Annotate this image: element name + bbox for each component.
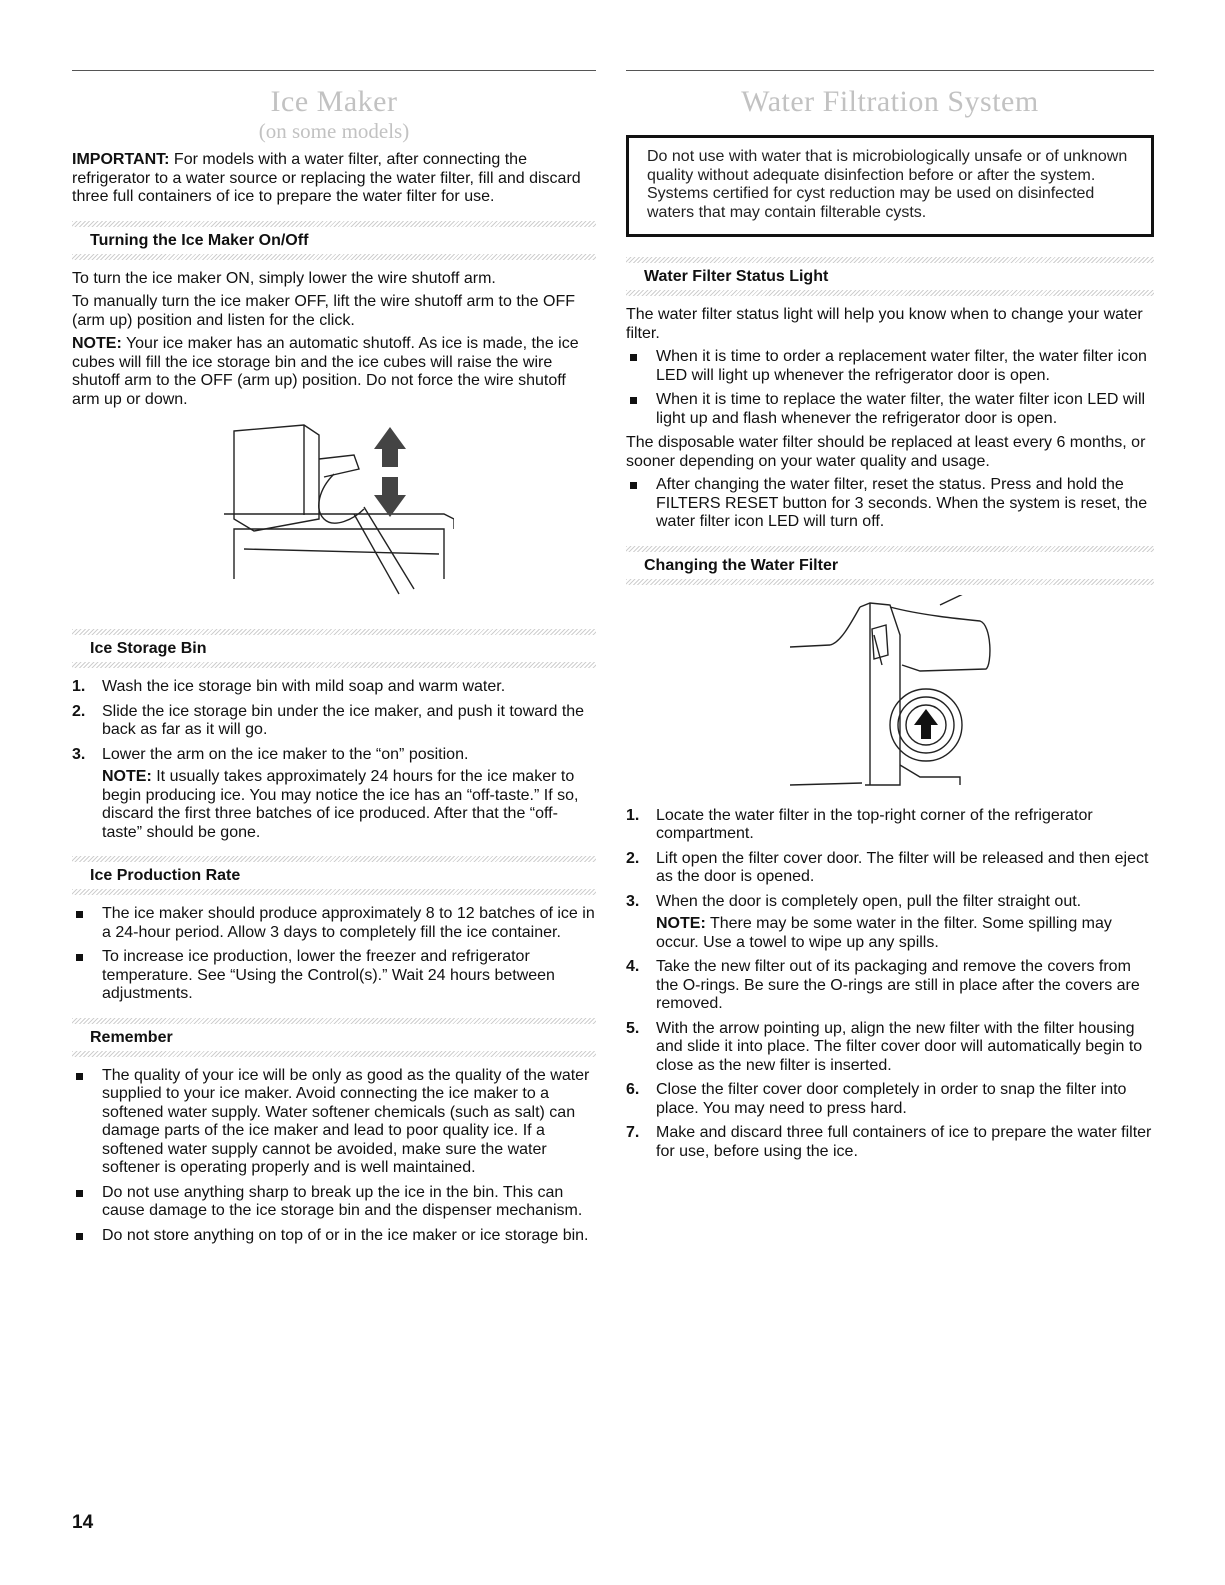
heading-text: Remember [90,1028,173,1046]
note-text: It usually takes approximately 24 hours for the ice maker to begin producing ice. You may notice the ice has an “off-taste.” If so, discard the first three batches of ice produced. After that the “off-taste” should be gone. [102,768,579,841]
heading-hatch-bottom [72,1051,596,1057]
step-text: When the door is completely open, pull the filter straight out. [656,892,1082,910]
section-title-water-filtration: Water Filtration System [741,85,1039,118]
step-text: Slide the ice storage bin under the ice maker, and push it toward the back as far as it will go. [102,702,585,738]
heading-hatch-bottom [72,254,596,260]
list-item [72,1227,596,1246]
list-item [626,1020,1154,1076]
list-item [72,948,596,1004]
heading-text: Water Filter Status Light [644,268,829,285]
heading-hatch-bottom [72,889,596,895]
bullet-text: To increase ice production, lower the freezer and refrigerator temperature. See “Using the Control(s).” Wait 24 hours between adjustments. [102,948,555,1002]
heading-turning-on-off [72,221,596,260]
heading-ice-production-rate [72,856,596,895]
step-number: 6. [626,1081,640,1098]
bullet-icon [630,397,637,404]
up-down-arrow-icon [374,427,406,517]
heading-remember [72,1018,596,1057]
page-number: 14 [72,1512,94,1533]
changing-steps [626,807,1154,1162]
production-bullets [72,905,596,1004]
heading-changing-water-filter [626,546,1154,585]
turning-p2: To manually turn the ice maker OFF, lift the wire shutoff arm to the OFF (arm up) position and listen for the click. [72,293,575,329]
status-bullets [626,348,1154,428]
heading-water-filter-status-light [626,257,1154,296]
reset-bullets [626,476,1154,532]
bullet-text: The quality of your ice will be only as good as the quality of the water supplied to your ice maker. Avoid connecting the ice maker to a softened water supply. Water softener chemicals (such as salt) can damage parts of the ice maker and lead to poor quality ice. If a softened water supply cannot be avoided, make sure the water softener is operating properly and is well maintained. [102,1066,590,1176]
step-text: Wash the ice storage bin with mild soap and warm water. [102,678,506,695]
storage-note [102,768,596,842]
list-item [626,807,1154,844]
list-item [626,476,1154,532]
step-number: 4. [626,958,640,975]
up-arrow-icon [906,705,946,745]
bullet-text: Do not use anything sharp to break up the ice in the bin. This can cause damage to the ice storage bin and the dispenser mechanism. [102,1183,583,1219]
list-item [626,893,1154,953]
note-text: Your ice maker has an automatic shutoff. As ice is made, the ice cubes will fill the ice storage bin and the ice cubes will raise the wire shutoff arm to the OFF (arm up) position. Do not force the wire shutoff arm up or down. [72,335,579,408]
bullet-icon [76,1073,83,1080]
step-text: Close the filter cover door completely in order to snap the filter into place. You may need to press hard. [656,1081,1127,1117]
step-number: 3. [626,892,640,910]
note-label: NOTE: [102,768,152,785]
top-rule [72,70,596,71]
bullet-icon [76,911,83,918]
note-label: NOTE: [656,915,706,932]
step-number: 3. [72,745,86,763]
heading-text: Ice Production Rate [90,867,241,884]
bullet-icon [76,1190,83,1197]
turning-note [72,335,596,409]
bullet-text: After changing the water filter, reset the status. Press and hold the FILTERS RESET button for 3 seconds. When the system is reset, the water filter icon LED will turn off. [656,476,1148,530]
list-item [626,348,1154,385]
list-item [72,703,596,740]
ice-maker-illustration [214,419,454,609]
bullet-icon [76,954,83,961]
bullet-icon [630,354,637,361]
list-item [72,678,596,697]
step-text: Locate the water filter in the top-right corner of the refrigerator compartment. [656,806,1093,842]
storage-steps [72,678,596,842]
step-text: With the arrow pointing up, align the new filter with the filter housing and slide it into place. The filter cover door will automatically begin to close as the new filter is inserted. [656,1019,1143,1074]
step-number: 5. [626,1019,640,1037]
bullet-text: The ice maker should produce approximately 8 to 12 batches of ice in a 24-hour period. Allow 3 days to completely fill the ice container. [102,905,595,941]
list-item [72,1184,596,1221]
bullet-text: When it is time to replace the water filter, the water filter icon LED will light up and flash whenever the refrigerator door is open. [656,391,1146,427]
bullet-icon [76,1233,83,1240]
bullet-text: When it is time to order a replacement water filter, the water filter icon LED will light up whenever the refrigerator door is open. [656,348,1147,384]
note-text: There may be some water in the filter. Some spilling may occur. Use a towel to wipe up any spills. [656,915,1112,951]
bullet-text: Do not store anything on top of or in the ice maker or ice storage bin. [102,1226,589,1244]
warning-box: Do not use with water that is microbiologically unsafe or of unknown quality without adequate disinfection before or after the system. Systems certified for cyst reduction may be used on disinfected waters that may contain filterable cysts. [626,135,1154,237]
status-intro: The water filter status light will help you know when to change your water filter. [626,306,1143,342]
list-item [72,1067,596,1178]
list-item [626,1124,1154,1161]
heading-hatch-bottom [626,579,1154,585]
step-number: 2. [72,702,86,720]
step-number: 7. [626,1124,640,1141]
remember-bullets [72,1067,596,1246]
changing-note [656,915,1154,952]
bullet-icon [630,482,637,489]
heading-hatch-bottom [626,290,1154,296]
turning-p1: To turn the ice maker ON, simply lower the wire shutoff arm. [72,269,496,287]
ice-maker-column [72,70,596,1251]
section-subtitle: (on some models) [258,119,410,143]
water-filter-illustration [770,595,1010,795]
step-text: Take the new filter out of its packaging and remove the covers from the O-rings. Be sure the O-rings are still in place after the covers are removed. [656,958,1140,1012]
water-filtration-column [626,70,1154,1167]
list-item [72,905,596,942]
step-number: 2. [626,849,640,867]
heading-ice-storage-bin [72,629,596,668]
list-item [626,1081,1154,1118]
step-number: 1. [72,678,86,695]
step-text: Make and discard three full containers of ice to prepare the water filter for use, before using the ice. [656,1124,1152,1160]
top-rule [626,70,1154,71]
important-text: For models with a water filter, after connecting the refrigerator to a water source or replacing the water filter, fill and discard three full containers of ice to prepare the water filter for use. [72,151,581,205]
list-item [72,746,596,843]
list-item [626,958,1154,1014]
note-label: NOTE: [72,335,122,352]
step-text: Lower the arm on the ice maker to the “on” position. [102,745,469,763]
important-label: IMPORTANT: [72,151,170,168]
step-number: 1. [626,806,640,824]
section-title-ice-maker: Ice Maker [270,85,398,118]
heading-hatch-bottom [72,662,596,668]
list-item [626,391,1154,428]
heading-text: Ice Storage Bin [90,640,207,657]
step-text: Lift open the filter cover door. The filter will be released and then eject as the door is opened. [656,849,1149,885]
heading-text: Turning the Ice Maker On/Off [90,231,309,249]
list-item [626,850,1154,887]
status-para: The disposable water filter should be replaced at least every 6 months, or sooner depending on your water quality and usage. [626,434,1146,470]
heading-text: Changing the Water Filter [644,556,839,574]
important-paragraph [72,151,596,207]
